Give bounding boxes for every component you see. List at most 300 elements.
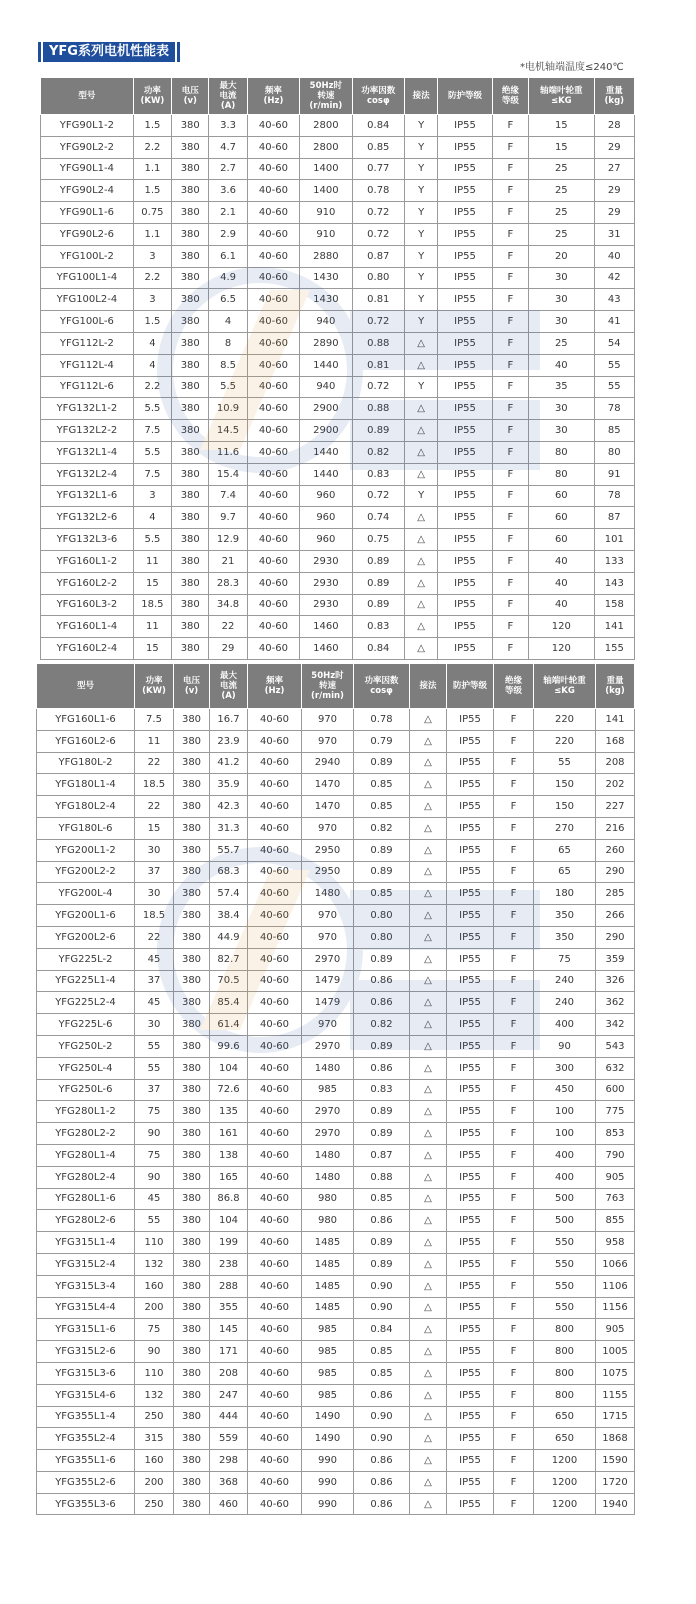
cell-col-max-current: 199 xyxy=(210,1232,248,1254)
cell-col-connection: △ xyxy=(405,550,438,572)
cell-col-voltage: 380 xyxy=(172,289,209,311)
cell-col-voltage: 380 xyxy=(174,1471,210,1493)
cell-col-power: 1.1 xyxy=(133,158,171,180)
cell-col-connection: △ xyxy=(405,507,438,529)
cell-col-voltage: 380 xyxy=(174,1341,210,1363)
cell-col-speed: 1490 xyxy=(302,1428,354,1450)
cell-col-impeller-weight: 25 xyxy=(529,223,595,245)
cell-col-power-factor: 0.85 xyxy=(354,1362,410,1384)
cell-col-max-current: 23.9 xyxy=(210,730,248,752)
cell-col-insulation: F xyxy=(492,485,528,507)
cell-col-connection: Y xyxy=(405,136,438,158)
cell-col-frequency: 40-60 xyxy=(247,485,299,507)
cell-col-connection: △ xyxy=(410,1253,447,1275)
table-row xyxy=(41,572,635,594)
cell-col-protection: IP55 xyxy=(447,1253,494,1275)
cell-col-insulation: F xyxy=(492,136,528,158)
cell-col-model: YFG200L1-6 xyxy=(37,905,135,927)
header-col-power: 功率 (KW) xyxy=(135,664,174,709)
cell-col-impeller-weight: 40 xyxy=(529,572,595,594)
cell-col-weight: 763 xyxy=(596,1188,635,1210)
cell-col-impeller-weight: 30 xyxy=(529,267,595,289)
cell-col-protection: IP55 xyxy=(447,926,494,948)
cell-col-frequency: 40-60 xyxy=(248,1319,302,1341)
cell-col-model: YFG315L4-6 xyxy=(37,1384,135,1406)
cell-col-connection: △ xyxy=(410,1014,447,1036)
cell-col-protection: IP55 xyxy=(438,529,492,551)
cell-col-frequency: 40-60 xyxy=(248,992,302,1014)
cell-col-impeller-weight: 65 xyxy=(534,861,596,883)
cell-col-weight: 775 xyxy=(596,1101,635,1123)
cell-col-power: 18.5 xyxy=(133,594,171,616)
cell-col-insulation: F xyxy=(494,1428,534,1450)
cell-col-speed: 1440 xyxy=(300,463,352,485)
cell-col-model: YFG160L1-2 xyxy=(41,550,134,572)
cell-col-voltage: 380 xyxy=(174,992,210,1014)
cell-col-frequency: 40-60 xyxy=(248,1079,302,1101)
cell-col-speed: 985 xyxy=(302,1341,354,1363)
cell-col-voltage: 380 xyxy=(172,594,209,616)
cell-col-voltage: 380 xyxy=(172,202,209,224)
cell-col-power-factor: 0.89 xyxy=(354,1253,410,1275)
cell-col-max-current: 5.5 xyxy=(209,376,247,398)
cell-col-impeller-weight: 650 xyxy=(534,1406,596,1428)
cell-col-power-factor: 0.85 xyxy=(354,774,410,796)
table-row xyxy=(37,1079,635,1101)
cell-col-max-current: 247 xyxy=(210,1384,248,1406)
cell-col-impeller-weight: 120 xyxy=(529,616,595,638)
cell-col-power-factor: 0.88 xyxy=(352,332,404,354)
cell-col-protection: IP55 xyxy=(447,1123,494,1145)
cell-col-power-factor: 0.89 xyxy=(354,1232,410,1254)
table-row xyxy=(37,1428,635,1450)
cell-col-weight: 266 xyxy=(596,905,635,927)
cell-col-connection: △ xyxy=(410,1493,447,1515)
cell-col-impeller-weight: 60 xyxy=(529,485,595,507)
cell-col-power-factor: 0.83 xyxy=(354,1079,410,1101)
cell-col-protection: IP55 xyxy=(447,861,494,883)
cell-col-frequency: 40-60 xyxy=(247,376,299,398)
cell-col-max-current: 368 xyxy=(210,1471,248,1493)
cell-col-insulation: F xyxy=(494,774,534,796)
cell-col-power: 4 xyxy=(133,507,171,529)
cell-col-power: 37 xyxy=(135,1079,174,1101)
table-row xyxy=(37,1471,635,1493)
cell-col-frequency: 40-60 xyxy=(248,1166,302,1188)
cell-col-impeller-weight: 400 xyxy=(534,1014,596,1036)
cell-col-voltage: 380 xyxy=(174,1406,210,1428)
cell-col-weight: 905 xyxy=(596,1319,635,1341)
table-row xyxy=(41,616,635,638)
cell-col-power-factor: 0.81 xyxy=(352,289,404,311)
cell-col-power: 3 xyxy=(133,485,171,507)
cell-col-insulation: F xyxy=(492,376,528,398)
cell-col-frequency: 40-60 xyxy=(248,1471,302,1493)
cell-col-connection: Y xyxy=(405,289,438,311)
cell-col-model: YFG355L1-6 xyxy=(37,1450,135,1472)
header-col-frequency: 频率 (Hz) xyxy=(248,664,302,709)
cell-col-model: YFG160L2-2 xyxy=(41,572,134,594)
cell-col-power-factor: 0.89 xyxy=(354,1123,410,1145)
cell-col-impeller-weight: 240 xyxy=(534,970,596,992)
cell-col-connection: Y xyxy=(405,158,438,180)
cell-col-power-factor: 0.72 xyxy=(352,202,404,224)
cell-col-insulation: F xyxy=(492,463,528,485)
cell-col-power-factor: 0.89 xyxy=(354,752,410,774)
cell-col-protection: IP55 xyxy=(447,1493,494,1515)
cell-col-power: 45 xyxy=(135,1188,174,1210)
table-row xyxy=(37,1144,635,1166)
cell-col-weight: 155 xyxy=(594,638,634,660)
cell-col-power: 22 xyxy=(135,926,174,948)
cell-col-power-factor: 0.85 xyxy=(352,136,404,158)
cell-col-protection: IP55 xyxy=(438,115,492,137)
cell-col-insulation: F xyxy=(492,245,528,267)
cell-col-speed: 970 xyxy=(302,926,354,948)
cell-col-voltage: 380 xyxy=(172,115,209,137)
cell-col-protection: IP55 xyxy=(447,1188,494,1210)
table-row xyxy=(37,992,635,1014)
cell-col-power: 30 xyxy=(135,1014,174,1036)
cell-col-voltage: 380 xyxy=(174,796,210,818)
table-row xyxy=(41,311,635,333)
cell-col-speed: 960 xyxy=(300,507,352,529)
cell-col-speed: 1400 xyxy=(300,158,352,180)
cell-col-max-current: 55.7 xyxy=(210,839,248,861)
cell-col-power-factor: 0.86 xyxy=(354,992,410,1014)
cell-col-model: YFG225L1-4 xyxy=(37,970,135,992)
cell-col-power-factor: 0.86 xyxy=(354,970,410,992)
cell-col-frequency: 40-60 xyxy=(247,420,299,442)
cell-col-impeller-weight: 550 xyxy=(534,1275,596,1297)
cell-col-impeller-weight: 300 xyxy=(534,1057,596,1079)
cell-col-impeller-weight: 25 xyxy=(529,332,595,354)
cell-col-power: 75 xyxy=(135,1319,174,1341)
cell-col-power: 0.75 xyxy=(133,202,171,224)
cell-col-voltage: 380 xyxy=(174,1450,210,1472)
cell-col-protection: IP55 xyxy=(447,1035,494,1057)
cell-col-impeller-weight: 800 xyxy=(534,1341,596,1363)
cell-col-voltage: 380 xyxy=(172,267,209,289)
cell-col-protection: IP55 xyxy=(438,223,492,245)
cell-col-protection: IP55 xyxy=(447,992,494,1014)
cell-col-model: YFG280L2-2 xyxy=(37,1123,135,1145)
cell-col-max-current: 41.2 xyxy=(210,752,248,774)
cell-col-frequency: 40-60 xyxy=(247,158,299,180)
cell-col-weight: 101 xyxy=(594,529,634,551)
cell-col-impeller-weight: 650 xyxy=(534,1428,596,1450)
cell-col-speed: 2930 xyxy=(300,550,352,572)
cell-col-model: YFG355L1-4 xyxy=(37,1406,135,1428)
cell-col-frequency: 40-60 xyxy=(248,1057,302,1079)
cell-col-max-current: 4.7 xyxy=(209,136,247,158)
cell-col-weight: 632 xyxy=(596,1057,635,1079)
cell-col-max-current: 460 xyxy=(210,1493,248,1515)
cell-col-speed: 960 xyxy=(300,529,352,551)
cell-col-power: 1.5 xyxy=(133,115,171,137)
cell-col-connection: △ xyxy=(410,1341,447,1363)
cell-col-power: 5.5 xyxy=(133,441,171,463)
cell-col-impeller-weight: 550 xyxy=(534,1253,596,1275)
cell-col-protection: IP55 xyxy=(447,970,494,992)
cell-col-connection: △ xyxy=(410,948,447,970)
cell-col-power-factor: 0.87 xyxy=(354,1144,410,1166)
table-row xyxy=(37,1035,635,1057)
cell-col-weight: 359 xyxy=(596,948,635,970)
cell-col-protection: IP55 xyxy=(438,376,492,398)
cell-col-protection: IP55 xyxy=(447,1297,494,1319)
cell-col-model: YFG100L1-4 xyxy=(41,267,134,289)
cell-col-max-current: 6.1 xyxy=(209,245,247,267)
cell-col-max-current: 42.3 xyxy=(210,796,248,818)
cell-col-power-factor: 0.81 xyxy=(352,354,404,376)
cell-col-power: 55 xyxy=(135,1035,174,1057)
cell-col-frequency: 40-60 xyxy=(247,550,299,572)
cell-col-impeller-weight: 500 xyxy=(534,1188,596,1210)
cell-col-impeller-weight: 500 xyxy=(534,1210,596,1232)
cell-col-speed: 2970 xyxy=(302,1101,354,1123)
cell-col-max-current: 86.8 xyxy=(210,1188,248,1210)
cell-col-impeller-weight: 270 xyxy=(534,817,596,839)
cell-col-power-factor: 0.90 xyxy=(354,1275,410,1297)
cell-col-protection: IP55 xyxy=(438,202,492,224)
cell-col-max-current: 165 xyxy=(210,1166,248,1188)
table-row xyxy=(41,398,635,420)
cell-col-voltage: 380 xyxy=(174,948,210,970)
cell-col-impeller-weight: 100 xyxy=(534,1101,596,1123)
cell-col-frequency: 40-60 xyxy=(248,883,302,905)
cell-col-max-current: 7.4 xyxy=(209,485,247,507)
cell-col-weight: 290 xyxy=(596,926,635,948)
cell-col-impeller-weight: 450 xyxy=(534,1079,596,1101)
cell-col-frequency: 40-60 xyxy=(248,796,302,818)
cell-col-insulation: F xyxy=(492,202,528,224)
cell-col-model: YFG315L3-4 xyxy=(37,1275,135,1297)
cell-col-connection: △ xyxy=(405,572,438,594)
cell-col-speed: 990 xyxy=(302,1471,354,1493)
header-col-frequency: 频率 (Hz) xyxy=(247,78,299,115)
table-row xyxy=(41,594,635,616)
cell-col-power-factor: 0.87 xyxy=(352,245,404,267)
header-col-speed: 50Hz时 转速 (r/min) xyxy=(302,664,354,709)
table-row xyxy=(37,1493,635,1515)
cell-col-power: 110 xyxy=(135,1232,174,1254)
cell-col-max-current: 11.6 xyxy=(209,441,247,463)
cell-col-impeller-weight: 180 xyxy=(534,883,596,905)
cell-col-speed: 1479 xyxy=(302,992,354,1014)
cell-col-connection: △ xyxy=(410,1079,447,1101)
cell-col-weight: 285 xyxy=(596,883,635,905)
cell-col-weight: 1005 xyxy=(596,1341,635,1363)
cell-col-connection: △ xyxy=(410,926,447,948)
cell-col-weight: 600 xyxy=(596,1079,635,1101)
table-row xyxy=(37,883,635,905)
cell-col-frequency: 40-60 xyxy=(247,332,299,354)
table-row xyxy=(37,1362,635,1384)
table-row xyxy=(41,376,635,398)
cell-col-speed: 2880 xyxy=(300,245,352,267)
cell-col-voltage: 380 xyxy=(174,1144,210,1166)
cell-col-model: YFG160L2-6 xyxy=(37,730,135,752)
cell-col-weight: 362 xyxy=(596,992,635,1014)
cell-col-weight: 1156 xyxy=(596,1297,635,1319)
cell-col-max-current: 9.7 xyxy=(209,507,247,529)
cell-col-frequency: 40-60 xyxy=(248,1014,302,1036)
cell-col-speed: 970 xyxy=(302,709,354,731)
cell-col-power-factor: 0.85 xyxy=(354,1341,410,1363)
cell-col-connection: △ xyxy=(410,752,447,774)
cell-col-max-current: 6.5 xyxy=(209,289,247,311)
cell-col-voltage: 380 xyxy=(172,463,209,485)
cell-col-impeller-weight: 30 xyxy=(529,420,595,442)
cell-col-speed: 990 xyxy=(302,1493,354,1515)
cell-col-impeller-weight: 100 xyxy=(534,1123,596,1145)
cell-col-power: 1.1 xyxy=(133,223,171,245)
cell-col-power: 4 xyxy=(133,332,171,354)
cell-col-protection: IP55 xyxy=(447,1057,494,1079)
cell-col-power: 45 xyxy=(135,992,174,1014)
cell-col-insulation: F xyxy=(492,158,528,180)
cell-col-protection: IP55 xyxy=(438,638,492,660)
cell-col-insulation: F xyxy=(492,441,528,463)
cell-col-power: 11 xyxy=(135,730,174,752)
cell-col-frequency: 40-60 xyxy=(247,507,299,529)
cell-col-frequency: 40-60 xyxy=(248,1232,302,1254)
header-col-speed: 50Hz时 转速 (r/min) xyxy=(300,78,352,115)
cell-col-model: YFG180L2-4 xyxy=(37,796,135,818)
cell-col-speed: 2930 xyxy=(300,572,352,594)
cell-col-impeller-weight: 60 xyxy=(529,507,595,529)
cell-col-connection: △ xyxy=(405,332,438,354)
cell-col-power-factor: 0.83 xyxy=(352,616,404,638)
cell-col-max-current: 145 xyxy=(210,1319,248,1341)
cell-col-protection: IP55 xyxy=(447,1406,494,1428)
cell-col-protection: IP55 xyxy=(438,441,492,463)
cell-col-model: YFG90L2-2 xyxy=(41,136,134,158)
cell-col-max-current: 99.6 xyxy=(210,1035,248,1057)
cell-col-protection: IP55 xyxy=(438,158,492,180)
cell-col-insulation: F xyxy=(494,1210,534,1232)
cell-col-weight: 1940 xyxy=(596,1493,635,1515)
cell-col-protection: IP55 xyxy=(438,289,492,311)
table-row xyxy=(41,485,635,507)
cell-col-voltage: 380 xyxy=(174,1101,210,1123)
cell-col-insulation: F xyxy=(494,926,534,948)
cell-col-insulation: F xyxy=(492,115,528,137)
cell-col-power-factor: 0.89 xyxy=(352,572,404,594)
cell-col-frequency: 40-60 xyxy=(247,267,299,289)
cell-col-impeller-weight: 55 xyxy=(534,752,596,774)
cell-col-power-factor: 0.89 xyxy=(354,1101,410,1123)
cell-col-max-current: 31.3 xyxy=(210,817,248,839)
cell-col-frequency: 40-60 xyxy=(247,441,299,463)
cell-col-protection: IP55 xyxy=(447,948,494,970)
cell-col-frequency: 40-60 xyxy=(247,463,299,485)
cell-col-max-current: 57.4 xyxy=(210,883,248,905)
cell-col-power-factor: 0.86 xyxy=(354,1471,410,1493)
cell-col-impeller-weight: 800 xyxy=(534,1319,596,1341)
cell-col-max-current: 8.5 xyxy=(209,354,247,376)
title-accent-bar-right xyxy=(177,42,180,62)
cell-col-model: YFG280L2-6 xyxy=(37,1210,135,1232)
cell-col-max-current: 2.7 xyxy=(209,158,247,180)
cell-col-model: YFG315L2-4 xyxy=(37,1253,135,1275)
cell-col-connection: △ xyxy=(410,709,447,731)
cell-col-connection: Y xyxy=(405,311,438,333)
cell-col-impeller-weight: 80 xyxy=(529,441,595,463)
cell-col-weight: 1066 xyxy=(596,1253,635,1275)
cell-col-power-factor: 0.86 xyxy=(354,1057,410,1079)
cell-col-impeller-weight: 800 xyxy=(534,1384,596,1406)
cell-col-power: 18.5 xyxy=(135,774,174,796)
table-row xyxy=(37,1275,635,1297)
cell-col-connection: △ xyxy=(410,970,447,992)
header-col-power-factor: 功率因数 cosφ xyxy=(354,664,410,709)
cell-col-voltage: 380 xyxy=(174,1057,210,1079)
cell-col-connection: △ xyxy=(410,1384,447,1406)
cell-col-speed: 970 xyxy=(302,730,354,752)
cell-col-frequency: 40-60 xyxy=(248,1362,302,1384)
cell-col-weight: 1590 xyxy=(596,1450,635,1472)
table-row xyxy=(41,441,635,463)
cell-col-max-current: 29 xyxy=(209,638,247,660)
cell-col-weight: 29 xyxy=(594,202,634,224)
cell-col-max-current: 16.7 xyxy=(210,709,248,731)
cell-col-protection: IP55 xyxy=(447,1232,494,1254)
cell-col-frequency: 40-60 xyxy=(247,311,299,333)
cell-col-power: 15 xyxy=(133,638,171,660)
cell-col-protection: IP55 xyxy=(447,1450,494,1472)
cell-col-connection: △ xyxy=(410,1166,447,1188)
cell-col-connection: Y xyxy=(405,267,438,289)
cell-col-voltage: 380 xyxy=(174,752,210,774)
cell-col-connection: △ xyxy=(410,992,447,1014)
table-row xyxy=(41,115,635,137)
cell-col-model: YFG355L2-4 xyxy=(37,1428,135,1450)
page-title: YFG系列电机性能表 xyxy=(43,42,175,62)
cell-col-power: 160 xyxy=(135,1275,174,1297)
table-body xyxy=(37,709,635,1515)
cell-col-insulation: F xyxy=(494,1014,534,1036)
cell-col-impeller-weight: 25 xyxy=(529,202,595,224)
cell-col-power: 200 xyxy=(135,1297,174,1319)
cell-col-power: 22 xyxy=(135,752,174,774)
table-row xyxy=(37,1232,635,1254)
cell-col-power-factor: 0.85 xyxy=(354,796,410,818)
table-header-row xyxy=(37,664,635,709)
cell-col-speed: 980 xyxy=(302,1188,354,1210)
cell-col-power-factor: 0.78 xyxy=(352,180,404,202)
cell-col-max-current: 444 xyxy=(210,1406,248,1428)
cell-col-insulation: F xyxy=(494,796,534,818)
cell-col-power-factor: 0.80 xyxy=(354,905,410,927)
cell-col-power: 2.2 xyxy=(133,267,171,289)
cell-col-power-factor: 0.89 xyxy=(354,1035,410,1057)
cell-col-model: YFG112L-4 xyxy=(41,354,134,376)
cell-col-connection: △ xyxy=(405,529,438,551)
cell-col-max-current: 138 xyxy=(210,1144,248,1166)
cell-col-protection: IP55 xyxy=(447,905,494,927)
cell-col-speed: 1460 xyxy=(300,638,352,660)
cell-col-speed: 1490 xyxy=(302,1406,354,1428)
cell-col-weight: 41 xyxy=(594,311,634,333)
header-col-connection: 接法 xyxy=(410,664,447,709)
cell-col-power-factor: 0.84 xyxy=(352,638,404,660)
cell-col-connection: Y xyxy=(405,485,438,507)
cell-col-insulation: F xyxy=(492,223,528,245)
cell-col-protection: IP55 xyxy=(447,1166,494,1188)
cell-col-weight: 78 xyxy=(594,398,634,420)
